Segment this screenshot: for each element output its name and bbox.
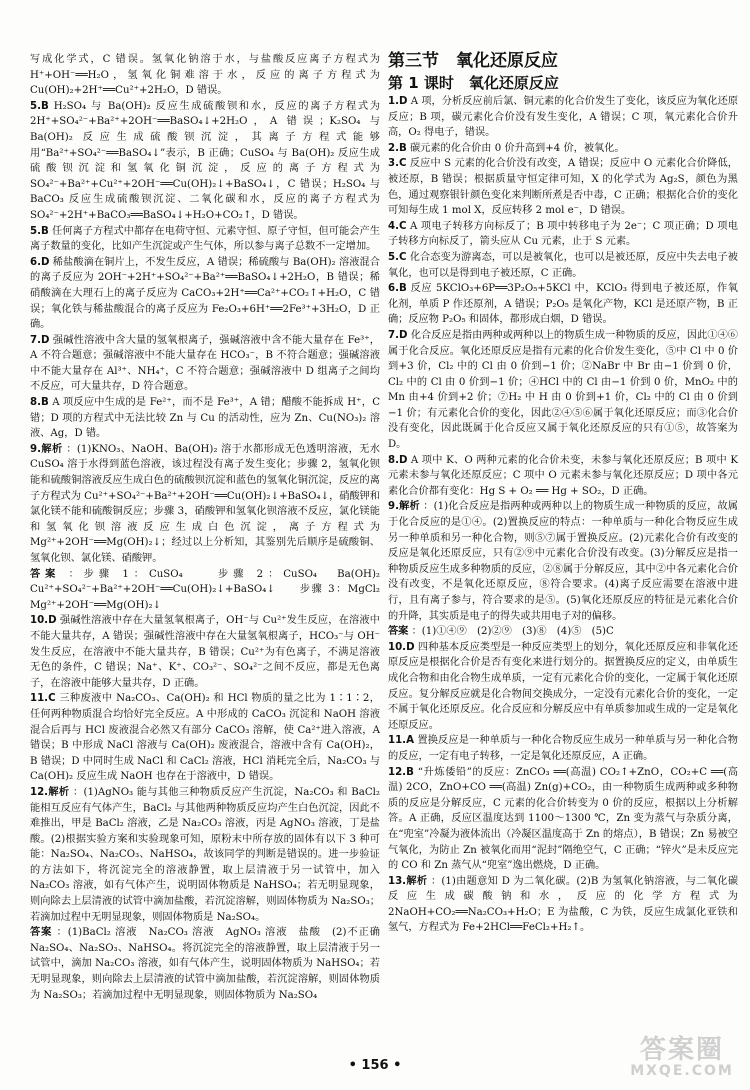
item-answer-key: 答案	[30, 927, 53, 939]
answer-item	[30, 99, 380, 224]
item-text: 四种基本反应类型是一种反应类型上的划分，氧化还原反应和非氧化还原反应是根据化合价是否有变化来进行划分的。据置换反应的定义，由单质生成化合物和由化合物生成单质，一定有元素化合价的变化，一定属于氧化还原反应。复分解反应就是化合物间交换成分，一定没有元素化合价的变化，一定不属于氧化还原反应。化合反应和分解反应中有单质参加或生成的一定是氧化还原反应。	[388, 641, 738, 731]
item-text: 三种废液中 Na₂CO₃、Ca(OH)₂ 和 HCl 物质的量之比为 1∶1∶2，任何两种物质混合均恰好完全反应。A 中形成的 CaCO₃ 沉淀和 NaOH 溶液混合后再与 HCl 废液混合必然又有部分 CaCO₃ 溶解，使 Ca²⁺进入溶液，A 错误；B 中形成 NaCl 溶液与 Ca(OH)₂ 废液混合，溶液中含有 Ca(OH)₂，B 错误；D 中同时生成 NaCl 和 CaCl₂ 溶液，HCl 消耗完全后，Na₂CO₃ 与 Ca(OH)₂ 反应生成 NaOH 也存在于溶液中，D 错误。	[30, 693, 380, 783]
item-answer-key: D	[398, 96, 408, 107]
item-text: “升炼倭铅”的反应：ZnCO₃ ══(高温) CO₂↑+ZnO，CO₂+C ══(高温) 2CO，ZnO+CO ══(高温) Zn(g)+CO₂，由一种物质生成两种或多种物质的反应是分解反应，C 元素的化合价转变为 0 价的反应，根据以上分析解答。A 正确，反应区温度达到 1100～1300 ℃，Zn 变为蒸气与杂质分离，在“兜室”冷凝为液体流出（冷凝区温度高于 Zn 的熔点），B 错误；Zn 易被空气氧化，为防止 Zn 被氧化而用“泥封”隔绝空气，C 正确；“锌火”是未反应完的 CO 和 Zn 蒸气从“兜室”逸出燃烧，D 正确。	[388, 766, 738, 872]
item-text: 强碱性溶液中存在大量氢氧根离子，OH⁻与 Cu²⁺发生反应，在溶液中不能大量共存，A 错误；强碱性溶液中存在大量氢氧根离子，HCO₃⁻与 OH⁻发生反应，在溶液中不能大量共存，B 错误；Cu²⁺为有色离子，不满足溶液无色的条件，C 错误；Na⁺、K⁺、CO₃²⁻、SO₄²⁻之间不反应，都是无色离子，在溶液中能够大量共存，D 正确。	[30, 615, 380, 689]
item-text: 化合态变为游离态，可以是被氧化，也可以是被还原，反应中失去电子被氧化，也可以是得到电子被还原，C 正确。	[388, 251, 738, 279]
answer-item	[30, 925, 391, 1003]
answer-item	[388, 453, 738, 500]
answer-item	[388, 94, 738, 141]
answer-item	[30, 691, 380, 785]
item-answer-key: D	[48, 615, 57, 627]
item-answer-key: B	[398, 142, 407, 154]
item-text: 碳元素的化合价由 0 价升高到+4 价，被氧化。	[409, 142, 625, 154]
answer-item	[388, 219, 738, 250]
item-text: ：(1)化合反应是指两种或两种以上的物质生成一种物质的反应，故属于化合反应的是①④。(2)置换反应的特点：一种单质与一种化合物反应生成另一种单质和另一种化合物，则⑤⑦属于置换反应。(2)元素化合价有改变的反应是氧化还原反应，只有②⑨中元素化合价没有改变。(3)分解反应是指一种物质反应生成多种物质的反应，②⑧属于分解反应，其中②中各元素化合价没有改变，不是氧化还原反应，⑧符合要求。(4)离子反应需要在溶液中进行，且有离子参与，符合要求的是⑤。(5)氧化还原反应的特征是元素化合价的升降，其实质是电子的得失或共用电子对的偏移。	[388, 501, 738, 622]
item-answer-key: B	[40, 100, 49, 112]
item-number: 5.	[30, 225, 41, 237]
item-answer-key: C	[398, 220, 407, 232]
item-number: 2.	[388, 142, 399, 154]
answer-item	[30, 333, 380, 395]
answer-item	[388, 765, 738, 874]
item-number: 6.	[30, 256, 41, 268]
answer-item	[388, 328, 738, 453]
item-number: 11.	[30, 693, 49, 705]
item-number: 3.	[388, 158, 399, 170]
item-text: A 项反应中生成的是 Fe²⁺，而不是 Fe³⁺，A 错；醋酸不能拆成 H⁺，C 错；D 项的方程式中无法比较 Zn 与 Cu 的活动性，应为 Zn、Cu(NO₃)₂ 溶液、Ag，D 错。	[30, 397, 380, 440]
answer-item	[388, 733, 738, 764]
page-number: • 156 •	[348, 1058, 402, 1073]
right-answers	[388, 94, 738, 936]
item-answer-key: B	[398, 283, 407, 295]
answer-item	[388, 156, 738, 218]
answer-item	[30, 224, 380, 255]
item-answer-key: 答案	[388, 626, 409, 638]
item-answer-key: C	[398, 251, 407, 263]
item-text: 反应中 S 元素的化合价没有改变，A 错误；反应中 O 元素化合价降低，被还原，B 错误；根据质量守恒定律可知，X 的化学式为 Ag₂S，颜色为黑色，通过观察银针颜色变化来判断所煮是否中毒，C 正确；根据化合价的变化可知每生成 1 mol X，反应转移 2 mol e⁻，D 错误。	[388, 158, 738, 217]
item-answer-key: C	[398, 158, 407, 170]
item-answer-key: B	[406, 766, 414, 778]
item-answer-key: D	[40, 256, 50, 268]
item-answer-key: C	[48, 693, 56, 705]
item-answer-key: B	[40, 225, 49, 237]
item-number: 11.	[388, 735, 407, 747]
item-answer-key: D	[398, 454, 408, 466]
item-text: ：(1)BaCl₂ 溶液 Na₂CO₃ 溶液 AgNO₃ 溶液 盐酸 (2)不正确 Na₂SO₄、Na₂SO₃、NaHSO₄。将沉淀完全的溶液静置，取上层清液于另一试管中，滴加 Na₂CO₃ 溶液，如有气体产生，说明固体物质为 NaHSO₄；若无明显现象，则向除去上层清液的试管中滴加盐酸，若沉淀溶解，则固体物质为 Na₂SO₃；若滴加过程中无明显现象，则固体物质为 Na₂SO₄	[30, 927, 391, 1001]
item-number: 8.	[388, 454, 399, 466]
item-answer-key: 答案	[30, 568, 61, 580]
item-text: 任何离子方程式中都存在电荷守恒、元素守恒、原子守恒，但可能会产生离子数量的变化，比如产生沉淀或产生气体，所以参与离子总数不一定增加。	[30, 225, 380, 253]
item-answer-key: B	[40, 397, 49, 409]
item-text: ：(1)AgNO₃ 能与其他三种物质反应产生沉淀，Na₂CO₃ 和 BaCl₂ 能相互反应有气体产生，BaCl₂ 与其他两种物质反应均产生白色沉淀，因此不难推出，甲是 BaCl₂ 溶液，乙是 Na₂CO₃ 溶液，丙是 AgNO₃ 溶液，丁是盐酸。(2)根据实验方案和实验现象可知，原粉末中所存放的固体有以下 3 种可能：Na₂SO₄、Na₂CO₃、NaHSO₄，故该同学的判断是错误的。进一步验证的方法如下，将沉淀完全的溶液静置，取上层清液于另一试管中，加入 Na₂CO₃ 溶液，如有气体产生，说明固体物质是 NaHSO₄；若无明显现象，则向除去上层清液的试管中滴加盐酸，若沉淀溶解，则固体物质为 Na₂SO₃；若滴加过程中无明显现象，则固体物质是 Na₂SO₄。	[30, 786, 380, 923]
answer-item	[30, 395, 380, 442]
left-column	[30, 52, 391, 1003]
item-number: 9.	[388, 501, 399, 513]
answer-item	[30, 52, 380, 99]
item-answer-key: 解析	[398, 501, 420, 513]
item-answer-key: A	[406, 735, 414, 747]
item-text: H₂SO₄ 与 Ba(OH)₂ 反应生成硫酸钡和水，反应的离子方程式为 2H⁺+SO₄²⁻+Ba²⁺+2OH⁻══BaSO₄↓+2H₂O，A 错误；K₂SO₄ 与 Ba(OH)₂ 反应生成硫酸钡沉淀，其离子方程式能够用“Ba²⁺+SO₄²⁻══BaSO₄↓”表示，B 正确；CuSO₄ 与 Ba(OH)₂ 反应生成硫酸钡沉淀和氢氧化铜沉淀，反应的离子方程式为 SO₄²⁻+Ba²⁺+Cu²⁺+2OH⁻══Cu(OH)₂↓+BaSO₄↓，C 错误；H₂SO₄ 与 BaCO₃ 反应生成硫酸钡沉淀、二氧化碳和水，反应的离子方程式为 SO₄²⁻+2H⁺+BaCO₃══BaSO₄↓+H₂O+CO₂↑，D 错误。	[30, 100, 380, 221]
item-number: 12.	[30, 786, 49, 798]
item-text: A 项，分析反应前后氯、铜元素的化合价发生了变化，该反应为氧化还原反应；B 项，碳元素化合价没有发生变化，A 错误；C 项，氧元素化合价升高，O₂ 得电子，错误。	[388, 96, 739, 139]
right-column	[388, 50, 738, 936]
item-answer-key: D	[40, 334, 50, 346]
answer-item	[388, 141, 738, 157]
item-number: 7.	[388, 329, 399, 341]
watermark-logo: 答案圈 MXQE.COM	[630, 1035, 734, 1079]
item-number: 7.	[30, 334, 41, 346]
item-text: 置换反应是一种单质与一种化合物反应生成另一种单质与另一种化合物的反应，一定有电子转移，一定是氧化还原反应，A 正确。	[388, 735, 738, 762]
item-number: 1.	[388, 96, 399, 107]
item-number: 10.	[30, 615, 49, 627]
item-text: 反应 5KClO₃+6P══3P₂O₅+5KCl 中，KClO₃ 得到电子被还原，作氧化剂，单质 P 作还原剂，A 错误；P₂O₅ 是氧化产物，KCl 是还原产物，B 正确；反应物 P₂O₅ 和固体，都形成白烟，D 错误。	[388, 283, 738, 326]
item-number: 10.	[388, 641, 407, 653]
item-answer-key: D	[406, 641, 415, 653]
item-text: 稀盐酸滴在铜片上，不发生反应，A 错误；稀硫酸与 Ba(OH)₂ 溶液混合的离子反应为 2OH⁻+2H⁺+SO₄²⁻+Ba²⁺══BaSO₄↓+2H₂O，B 错误；稀硝酸滴在大理石上的离子反应为 CaCO₃+2H⁺══Ca²⁺+CO₂↑+H₂O，C 错误；氧化铁与稀盐酸混合的离子反应为 Fe₂O₃+6H⁺══2Fe³⁺+3H₂O，D 正确。	[30, 256, 380, 331]
answer-item	[30, 255, 380, 333]
answer-item	[30, 785, 380, 925]
answer-item	[388, 281, 738, 328]
item-answer-key: 解析	[40, 443, 63, 455]
answer-item	[388, 499, 738, 624]
item-number: 13.	[388, 875, 407, 887]
item-number: 9.	[30, 443, 41, 455]
item-text: 写成化学式，C 错误。氢氧化钠溶于水，与盐酸反应离子方程式为 H⁺+OH⁻══H₂O，氢氧化铜难溶于水，反应的离子方程式为 Cu(OH)₂+2H⁺══Cu²⁺+2H₂O，D 错误。	[30, 54, 380, 97]
item-text: 强碱性溶液中含大量的氢氧根离子，强碱溶液中含不能大量存在 Fe³⁺，A 不符合题意；强碱溶液中不能大量存在 HCO₃⁻，B 不符合题意；强碱溶液中不能大量存在 Al³⁺、NH₄⁺，C 不符合题意；强碱溶液中 D 组离子之间均不反应，可大量共存，D 符合题意。	[30, 334, 380, 393]
item-number: 4.	[388, 220, 399, 232]
answer-item	[388, 624, 738, 640]
item-number: 6.	[388, 283, 399, 295]
item-text: ：(1)KNO₃、NaOH、Ba(OH)₂ 溶于水都形成无色透明溶液，无水 CuSO₄ 溶于水得到蓝色溶液，该过程没有离子发生变化；步骤 2，氢氧化钡能和硫酸铜溶液反应生成白色的硫酸钡沉淀和蓝色的氢氧化铜沉淀，反应的离子方程式为 Cu²⁺+SO₄²⁻+Ba²⁺+2OH⁻══Cu(OH)₂↓+BaSO₄↓，硝酸钾和氯化镁不能和硫酸铜反应；步骤 3，硝酸钾和氢氧化钡溶液不反应，氯化镁能和氢氧化钡溶液反应生成白色沉淀，离子方程式为 Mg²⁺+2OH⁻══Mg(OH)₂↓；经过以上分析知，其鉴别先后顺序是硫酸铜、氢氧化钡、氯化镁、硝酸钾。	[30, 443, 381, 564]
item-number: 8.	[30, 397, 41, 409]
answer-item	[30, 613, 380, 691]
item-text: ：(1)由题意知 D 为二氧化碳。(2)B 为氢氧化钠溶液，与二氧化碳反应生成碳酸钠和水，反应的化学方程式为 2NaOH+CO₂══Na₂CO₃+H₂O；E 为盐酸，C 为铁，反应生成氯化亚铁和氢气，方程式为 Fe+2HCl══FeCl₂+H₂↑。	[388, 875, 739, 934]
item-number: 5.	[388, 251, 399, 263]
answer-item	[388, 250, 738, 281]
item-text: ：步骤 1：CuSO₄ 步骤 2：CuSO₄ Ba(OH)₂ Cu²⁺+SO₄²⁻+Ba²⁺+2OH⁻══Cu(OH)₂↓+BaSO₄↓ 步骤 3：MgCl₂ Mg²⁺+2OH⁻══Mg(OH)₂↓	[30, 568, 391, 611]
item-text: A 项电子转移方向标反了；B 项中转移电子为 2e⁻；C 项正确；D 项电子转移方向标反了，箭头应从 Cu 元素，止于 S 元素。	[388, 220, 738, 248]
item-text: ：(1)①④⑨ (2)②⑨ (3)⑧ (4)⑤ (5)C	[411, 626, 614, 638]
answer-item	[30, 567, 391, 614]
item-text: 化合反应是指由两种或两种以上的物质生成一种物质的反应，因此①④⑥属于化合反应。氧化还原反应是指有元素的化合价发生变化，⑤中 Cl 中 0 价到+3 价，Cl₂ 中的 Cl 由 0 价到−1 价；②NaBr 中 Br 由−1 价到 0 价，Cl₂ 中的 Cl 由 0 价到−1 价；④HCl 中的 Cl 由−1 价到 0 价，MnO₂ 中的 Mn 由+4 价到+2 价；⑦H₂ 中 H 由 0 价到+1 价，Cl₂ 中的 Cl 由 0 价到−1 价；有元素化合价的变化，因此②④⑤⑥属于氧化还原反应；而③化合价没有变化，因此既属于化合反应又属于氧化还原反应的只有①⑤，故答案为 D。	[388, 329, 738, 451]
item-answer-key: 解析	[406, 875, 428, 887]
answer-item	[388, 874, 738, 936]
section-title: 第三节 氧化还原反应	[388, 51, 558, 71]
answer-item	[388, 640, 738, 734]
item-number: 12.	[388, 766, 407, 778]
item-number: 5.	[30, 100, 41, 112]
item-answer-key: D	[398, 329, 408, 341]
item-answer-key: 解析	[48, 786, 70, 798]
item-text: A 项中 K、O 两种元素的化合价未变，未参与氧化还原反应；B 项中 K 元素未参与氧化还原反应；C 项中 O 元素未参与氧化还原反应；D 项中各元素化合价都有变化：Hg S + O₂ ══ Hg + SO₂，D 正确。	[388, 454, 738, 497]
lesson-title: 第 1 课时 氧化还原反应	[388, 74, 559, 92]
answer-item	[30, 442, 380, 567]
